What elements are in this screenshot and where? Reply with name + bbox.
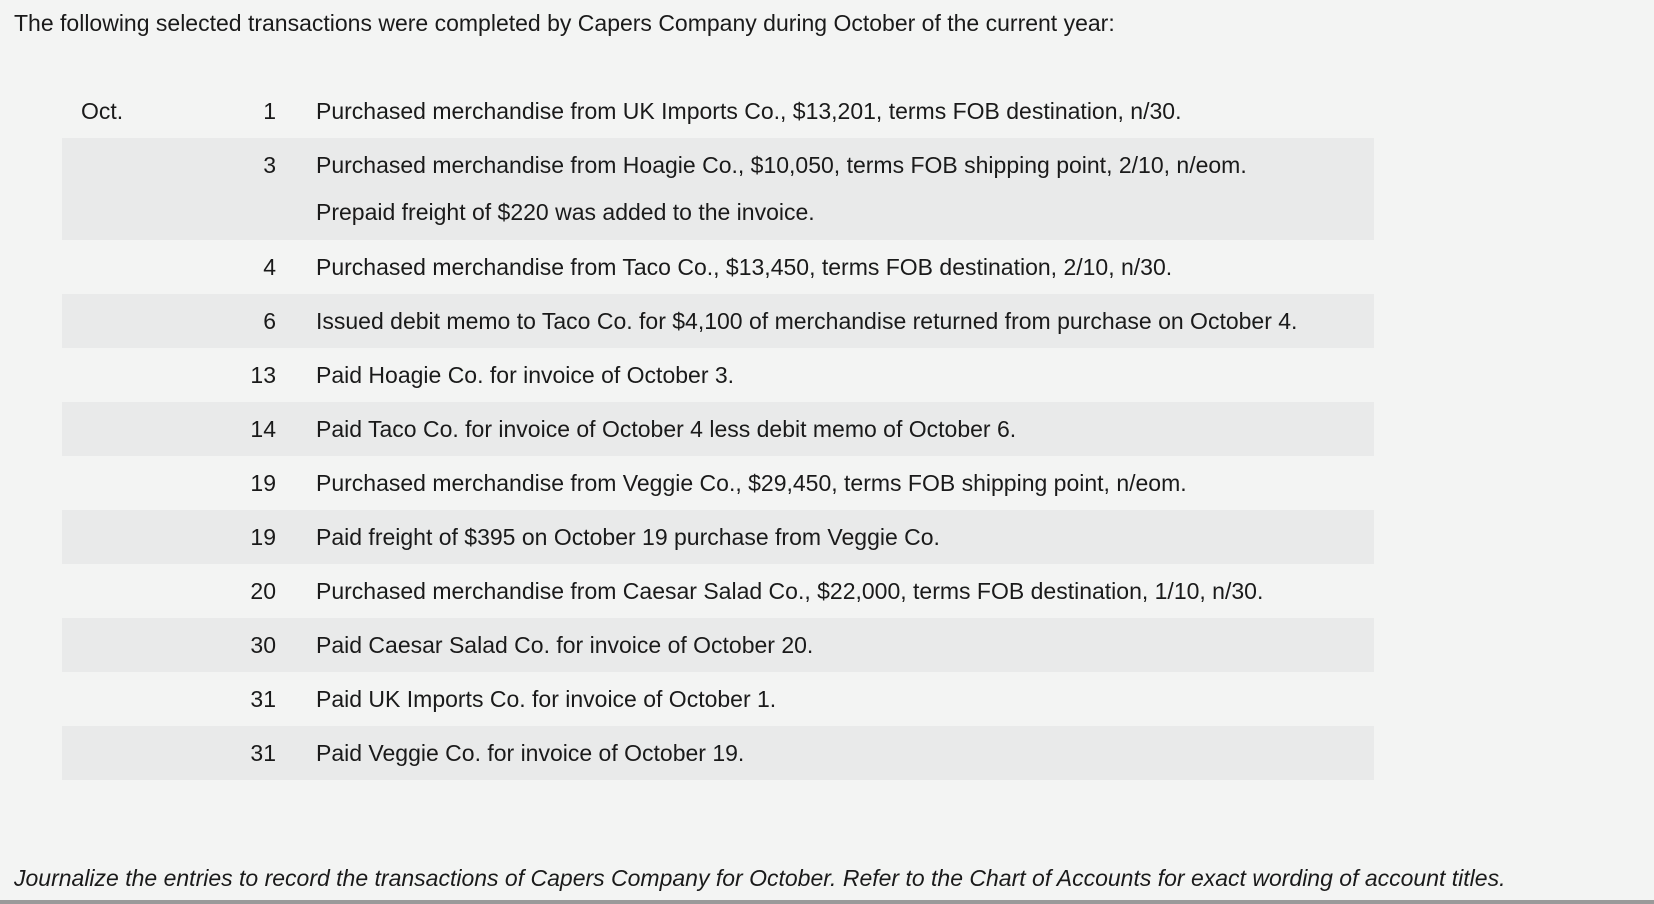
month-label: Oct. <box>81 98 124 124</box>
transaction-day: 1 <box>263 98 276 124</box>
transaction-description: Purchased merchandise from Caesar Salad Co., $22,000, terms FOB destination, 1/10, n/30. <box>316 578 1264 604</box>
table-row <box>62 240 1374 294</box>
transaction-description: Paid Veggie Co. for invoice of October 19. <box>316 740 745 766</box>
transaction-description: Issued debit memo to Taco Co. for $4,100 of merchandise returned from purchase on October 4. <box>316 308 1298 334</box>
transaction-day: 14 <box>250 416 276 442</box>
transaction-day: 31 <box>250 740 276 766</box>
transaction-day: 13 <box>250 362 276 388</box>
transaction-day: 3 <box>263 152 276 178</box>
transaction-day: 20 <box>250 578 276 604</box>
transaction-day: 30 <box>250 632 276 658</box>
transaction-description: Paid freight of $395 on October 19 purchase from Veggie Co. <box>316 524 940 550</box>
transactions-table <box>62 84 1374 780</box>
transaction-description: Paid Caesar Salad Co. for invoice of October 20. <box>316 632 814 658</box>
intro-text: The following selected transactions were completed by Capers Company during October of the current year: <box>14 10 1115 36</box>
transaction-description: Purchased merchandise from UK Imports Co., $13,201, terms FOB destination, n/30. <box>316 98 1182 124</box>
table-row <box>62 348 1374 402</box>
table-row <box>62 294 1374 348</box>
table-row <box>62 672 1374 726</box>
transaction-day: 4 <box>263 254 276 280</box>
table-row <box>62 138 1374 240</box>
transaction-day: 19 <box>250 470 276 496</box>
bottom-divider <box>0 900 1654 904</box>
transaction-description: Purchased merchandise from Veggie Co., $29,450, terms FOB shipping point, n/eom. <box>316 470 1187 496</box>
transaction-day: 31 <box>250 686 276 712</box>
transaction-description: Purchased merchandise from Taco Co., $13,450, terms FOB destination, 2/10, n/30. <box>316 254 1173 280</box>
table-row <box>62 84 1374 138</box>
instruction-text: Journalize the entries to record the transactions of Capers Company for October. Refer to the Chart of Accounts for exact wording of account titles. <box>14 865 1506 891</box>
transaction-description: Paid UK Imports Co. for invoice of October 1. <box>316 686 777 712</box>
table-row <box>62 564 1374 618</box>
table-row <box>62 456 1374 510</box>
transaction-day: 19 <box>250 524 276 550</box>
table-row <box>62 726 1374 780</box>
transaction-description: Paid Taco Co. for invoice of October 4 less debit memo of October 6. <box>316 416 1017 442</box>
table-row <box>62 618 1374 672</box>
table-row <box>62 402 1374 456</box>
transaction-day: 6 <box>263 308 276 334</box>
table-row <box>62 510 1374 564</box>
transaction-description: Paid Hoagie Co. for invoice of October 3. <box>316 362 735 388</box>
transaction-description: Purchased merchandise from Hoagie Co., $10,050, terms FOB shipping point, 2/10, n/eom. Prepaid freight of $220 was added to the invoice. <box>316 152 1247 225</box>
